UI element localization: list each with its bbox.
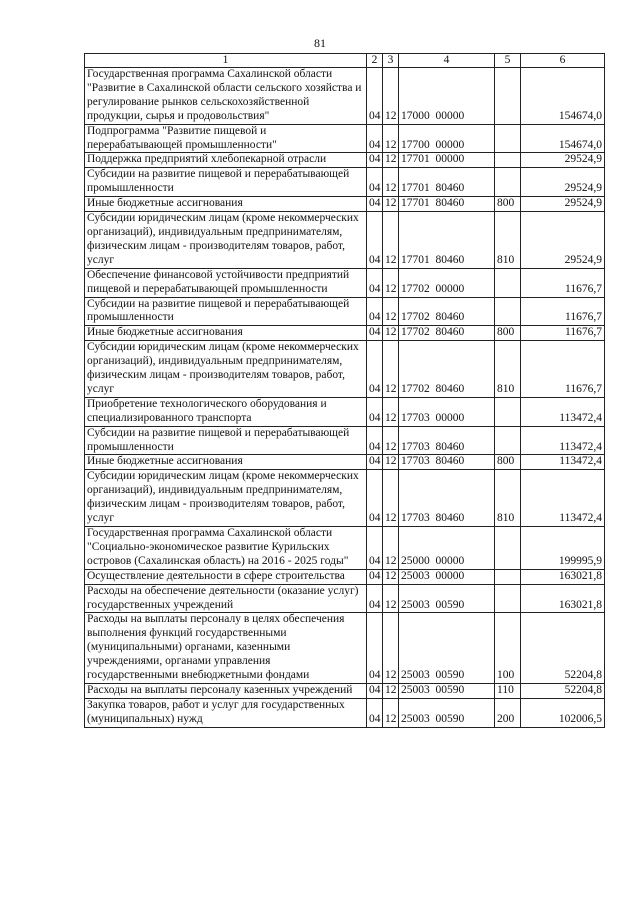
row-subsection-cell: 12 <box>383 341 399 398</box>
row-section-cell: 04 <box>367 341 383 398</box>
table-row <box>85 212 605 269</box>
row-expense-type-cell <box>495 153 521 168</box>
table-header-row <box>85 54 605 68</box>
row-subsection-cell: 12 <box>383 212 399 269</box>
row-subsection-cell: 12 <box>383 613 399 684</box>
row-target-article-cell: 17701 00000 <box>399 153 495 168</box>
row-expense-type-cell <box>495 584 521 613</box>
row-amount-cell: 154674,0 <box>521 68 605 125</box>
row-expense-type-cell <box>495 297 521 326</box>
budget-table <box>84 53 605 728</box>
row-amount-cell: 113472,4 <box>521 470 605 527</box>
row-name-cell: Государственная программа Сахалинской области "Социально-экономическое развитие Курильских островов (Сахалинская область) на 2016 - 2025 годы" <box>85 527 367 570</box>
row-amount-cell: 163021,8 <box>521 584 605 613</box>
row-subsection-cell: 12 <box>383 426 399 455</box>
table-row <box>85 397 605 426</box>
row-expense-type-cell: 800 <box>495 197 521 212</box>
row-subsection-cell: 12 <box>383 153 399 168</box>
table-row <box>85 698 605 727</box>
row-amount-cell: 102006,5 <box>521 698 605 727</box>
row-expense-type-cell: 200 <box>495 698 521 727</box>
row-expense-type-cell <box>495 124 521 153</box>
row-name-cell: Приобретение технологического оборудования и специализированного транспорта <box>85 397 367 426</box>
row-target-article-cell: 17701 80460 <box>399 212 495 269</box>
row-target-article-cell: 17702 00000 <box>399 268 495 297</box>
row-name-cell: Иные бюджетные ассигнования <box>85 197 367 212</box>
table-row <box>85 613 605 684</box>
row-section-cell: 04 <box>367 268 383 297</box>
row-target-article-cell: 25000 00000 <box>399 527 495 570</box>
row-subsection-cell: 12 <box>383 68 399 125</box>
row-section-cell: 04 <box>367 683 383 698</box>
row-amount-cell: 11676,7 <box>521 297 605 326</box>
row-target-article-cell: 25003 00000 <box>399 569 495 584</box>
row-subsection-cell: 12 <box>383 584 399 613</box>
row-name-cell: Субсидии юридическим лицам (кроме некоммерческих организаций), индивидуальным предпринимателям, физическим лицам - производителям товаров, работ, услуг <box>85 341 367 398</box>
row-subsection-cell: 12 <box>383 698 399 727</box>
row-section-cell: 04 <box>367 397 383 426</box>
row-subsection-cell: 12 <box>383 455 399 470</box>
row-amount-cell: 52204,8 <box>521 683 605 698</box>
row-expense-type-cell: 800 <box>495 326 521 341</box>
row-section-cell: 04 <box>367 212 383 269</box>
row-target-article-cell: 17000 00000 <box>399 68 495 125</box>
row-name-cell: Иные бюджетные ассигнования <box>85 455 367 470</box>
row-name-cell: Субсидии на развитие пищевой и перерабатывающей промышленности <box>85 426 367 455</box>
row-target-article-cell: 17703 80460 <box>399 470 495 527</box>
header-col-4: 4 <box>399 54 495 68</box>
row-target-article-cell: 25003 00590 <box>399 683 495 698</box>
row-name-cell: Субсидии юридическим лицам (кроме некоммерческих организаций), индивидуальным предпринимателям, физическим лицам - производителям товаров, работ, услуг <box>85 470 367 527</box>
row-name-cell: Обеспечение финансовой устойчивости предприятий пищевой и перерабатывающей промышленности <box>85 268 367 297</box>
row-name-cell: Осуществление деятельности в сфере строительства <box>85 569 367 584</box>
row-subsection-cell: 12 <box>383 168 399 197</box>
row-expense-type-cell: 100 <box>495 613 521 684</box>
table-row <box>85 197 605 212</box>
row-expense-type-cell <box>495 397 521 426</box>
table-row <box>85 455 605 470</box>
row-name-cell: Субсидии на развитие пищевой и перерабатывающей промышленности <box>85 168 367 197</box>
row-section-cell: 04 <box>367 68 383 125</box>
row-target-article-cell: 17703 00000 <box>399 397 495 426</box>
row-section-cell: 04 <box>367 584 383 613</box>
row-amount-cell: 113472,4 <box>521 426 605 455</box>
table-row <box>85 527 605 570</box>
row-amount-cell: 11676,7 <box>521 341 605 398</box>
row-expense-type-cell <box>495 426 521 455</box>
header-col-3: 3 <box>383 54 399 68</box>
row-subsection-cell: 12 <box>383 683 399 698</box>
table-row <box>85 683 605 698</box>
table-row <box>85 569 605 584</box>
row-name-cell: Субсидии юридическим лицам (кроме некоммерческих организаций), индивидуальным предпринимателям, физическим лицам - производителям товаров, работ, услуг <box>85 212 367 269</box>
row-expense-type-cell <box>495 527 521 570</box>
row-subsection-cell: 12 <box>383 470 399 527</box>
row-subsection-cell: 12 <box>383 569 399 584</box>
table-row <box>85 584 605 613</box>
row-name-cell: Подпрограмма "Развитие пищевой и перерабатывающей промышленности" <box>85 124 367 153</box>
row-amount-cell: 11676,7 <box>521 268 605 297</box>
row-section-cell: 04 <box>367 168 383 197</box>
row-target-article-cell: 17701 80460 <box>399 197 495 212</box>
row-section-cell: 04 <box>367 124 383 153</box>
page-number: 81 <box>314 36 326 50</box>
row-expense-type-cell: 810 <box>495 470 521 527</box>
row-expense-type-cell <box>495 569 521 584</box>
row-section-cell: 04 <box>367 297 383 326</box>
table-row <box>85 68 605 125</box>
row-amount-cell: 113472,4 <box>521 397 605 426</box>
row-target-article-cell: 25003 00590 <box>399 584 495 613</box>
header-col-2: 2 <box>367 54 383 68</box>
row-name-cell: Иные бюджетные ассигнования <box>85 326 367 341</box>
row-amount-cell: 29524,9 <box>521 197 605 212</box>
row-expense-type-cell: 810 <box>495 341 521 398</box>
row-expense-type-cell: 800 <box>495 455 521 470</box>
row-subsection-cell: 12 <box>383 124 399 153</box>
row-expense-type-cell <box>495 268 521 297</box>
row-target-article-cell: 17703 80460 <box>399 426 495 455</box>
row-expense-type-cell: 810 <box>495 212 521 269</box>
row-target-article-cell: 17702 80460 <box>399 341 495 398</box>
row-section-cell: 04 <box>367 197 383 212</box>
row-subsection-cell: 12 <box>383 397 399 426</box>
row-amount-cell: 52204,8 <box>521 613 605 684</box>
row-target-article-cell: 17701 80460 <box>399 168 495 197</box>
table-row <box>85 153 605 168</box>
row-subsection-cell: 12 <box>383 197 399 212</box>
row-amount-cell: 199995,9 <box>521 527 605 570</box>
row-name-cell: Расходы на обеспечение деятельности (оказание услуг) государственных учреждений <box>85 584 367 613</box>
table-row <box>85 168 605 197</box>
row-target-article-cell: 17703 80460 <box>399 455 495 470</box>
table-row <box>85 470 605 527</box>
row-target-article-cell: 25003 00590 <box>399 698 495 727</box>
header-col-5: 5 <box>495 54 521 68</box>
row-subsection-cell: 12 <box>383 297 399 326</box>
header-col-1: 1 <box>85 54 367 68</box>
row-amount-cell: 29524,9 <box>521 153 605 168</box>
row-target-article-cell: 17700 00000 <box>399 124 495 153</box>
row-target-article-cell: 25003 00590 <box>399 613 495 684</box>
row-amount-cell: 29524,9 <box>521 168 605 197</box>
row-target-article-cell: 17702 80460 <box>399 326 495 341</box>
row-section-cell: 04 <box>367 153 383 168</box>
row-name-cell: Субсидии на развитие пищевой и перерабатывающей промышленности <box>85 297 367 326</box>
row-amount-cell: 11676,7 <box>521 326 605 341</box>
row-section-cell: 04 <box>367 470 383 527</box>
row-subsection-cell: 12 <box>383 326 399 341</box>
row-name-cell: Государственная программа Сахалинской области "Развитие в Сахалинской области сельского хозяйства и регулирование рынков сельскохозяйственной продукции, сырья и продовольствия" <box>85 68 367 125</box>
row-section-cell: 04 <box>367 698 383 727</box>
row-expense-type-cell <box>495 68 521 125</box>
row-expense-type-cell: 110 <box>495 683 521 698</box>
table-row <box>85 341 605 398</box>
row-subsection-cell: 12 <box>383 527 399 570</box>
row-amount-cell: 113472,4 <box>521 455 605 470</box>
row-section-cell: 04 <box>367 569 383 584</box>
table-row <box>85 124 605 153</box>
table-row <box>85 297 605 326</box>
table-row <box>85 268 605 297</box>
row-target-article-cell: 17702 80460 <box>399 297 495 326</box>
row-amount-cell: 154674,0 <box>521 124 605 153</box>
row-amount-cell: 163021,8 <box>521 569 605 584</box>
row-section-cell: 04 <box>367 527 383 570</box>
header-col-6: 6 <box>521 54 605 68</box>
row-section-cell: 04 <box>367 455 383 470</box>
row-name-cell: Расходы на выплаты персоналу в целях обеспечения выполнения функций государственными (муниципальными) органами, казенными учреждениями, органами управления государственными внебюджетными фондами <box>85 613 367 684</box>
row-amount-cell: 29524,9 <box>521 212 605 269</box>
row-name-cell: Поддержка предприятий хлебопекарной отрасли <box>85 153 367 168</box>
row-name-cell: Расходы на выплаты персоналу казенных учреждений <box>85 683 367 698</box>
table-row <box>85 326 605 341</box>
row-name-cell: Закупка товаров, работ и услуг для государственных (муниципальных) нужд <box>85 698 367 727</box>
row-subsection-cell: 12 <box>383 268 399 297</box>
row-section-cell: 04 <box>367 426 383 455</box>
row-section-cell: 04 <box>367 326 383 341</box>
row-expense-type-cell <box>495 168 521 197</box>
row-section-cell: 04 <box>367 613 383 684</box>
table-row <box>85 426 605 455</box>
